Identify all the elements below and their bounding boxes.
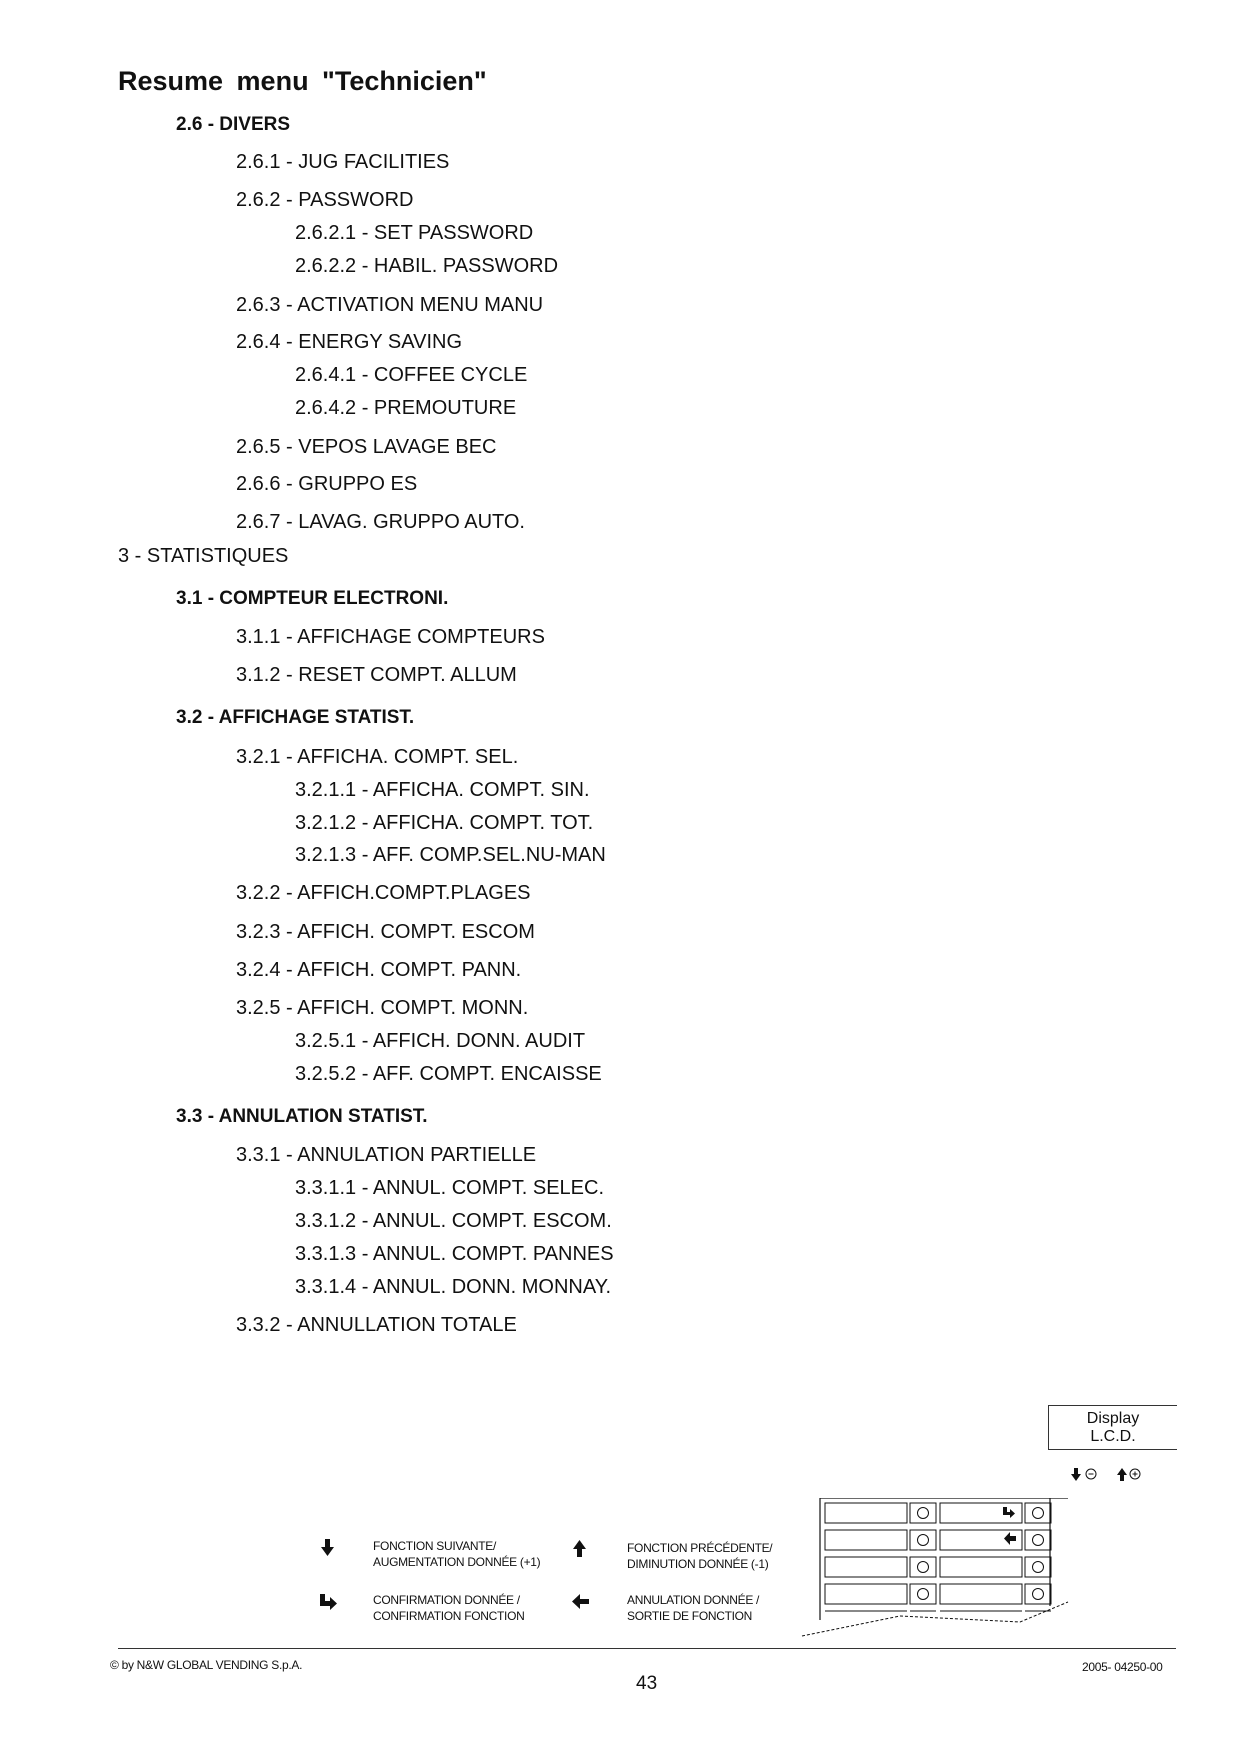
arrow-left-icon [570, 1592, 590, 1612]
lcd-display-label [1048, 1405, 1177, 1450]
menu-item: 3.2.3 - AFFICH. COMPT. ESCOM [236, 921, 535, 943]
menu-item: 3.1.1 - AFFICHAGE COMPTEURS [236, 626, 545, 648]
footer-copyright: © by N&W GLOBAL VENDING S.p.A. [110, 1658, 303, 1672]
menu-item: 3.2.1 - AFFICHA. COMPT. SEL. [236, 746, 519, 768]
arrow-down-icon [318, 1538, 338, 1558]
legend-up [627, 1540, 772, 1572]
keypad-illustration [800, 1498, 1080, 1638]
legend-enter-line2: CONFIRMATION FONCTION [373, 1609, 525, 1623]
enter-arrow-icon [318, 1592, 338, 1612]
menu-item: 2.6.7 - LAVAG. GRUPPO AUTO. [236, 511, 525, 533]
footer-doc-code: 2005- 04250-00 [1082, 1660, 1163, 1674]
menu-item: 3.2.2 - AFFICH.COMPT.PLAGES [236, 882, 531, 904]
menu-item: 3.2.5.1 - AFFICH. DONN. AUDIT [295, 1030, 586, 1052]
menu-item: 3.3.1.3 - ANNUL. COMPT. PANNES [295, 1243, 614, 1265]
menu-item: 3.2.4 - AFFICH. COMPT. PANN. [236, 959, 522, 981]
keypad-row-1 [825, 1503, 1051, 1523]
legend-back-line1: ANNULATION DONNÉE / [627, 1593, 760, 1607]
menu-item: 3 - STATISTIQUES [118, 545, 289, 567]
menu-item: 2.6.2 - PASSWORD [236, 189, 414, 211]
menu-item: 3.3.1 - ANNULATION PARTIELLE [236, 1144, 537, 1166]
menu-item: 2.6.1 - JUG FACILITIES [236, 151, 450, 173]
menu-item: 2.6.5 - VEPOS LAVAGE BEC [236, 436, 497, 458]
menu-item: 3.3.2 - ANNULLATION TOTALE [236, 1314, 517, 1336]
plus-circle-icon [1130, 1469, 1140, 1479]
enter-arrow-icon [1003, 1507, 1015, 1518]
lcd-line-2: L.C.D. [1090, 1428, 1136, 1445]
menu-item: 3.2.5 - AFFICH. COMPT. MONN. [236, 997, 529, 1019]
menu-item: 2.6.4 - ENERGY SAVING [236, 331, 463, 353]
menu-item: 2.6.2.2 - HABIL. PASSWORD [295, 255, 559, 277]
menu-item: 3.2.1.2 - AFFICHA. COMPT. TOT. [295, 812, 594, 834]
menu-item: 2.6 - DIVERS [176, 114, 291, 135]
arrow-down-icon [1071, 1468, 1081, 1481]
legend-enter [373, 1592, 524, 1624]
menu-item: 3.3.1.1 - ANNUL. COMPT. SELEC. [295, 1177, 604, 1199]
menu-item: 3.2.5.2 - AFF. COMPT. ENCAISSE [295, 1063, 602, 1085]
menu-item: 3.3.1.2 - ANNUL. COMPT. ESCOM. [295, 1210, 612, 1232]
menu-item: 3.2.1.3 - AFF. COMP.SEL.NU-MAN [295, 844, 606, 866]
nav-keys-icon [1070, 1466, 1160, 1484]
arrow-up-icon [1117, 1468, 1127, 1481]
legend-down-line1: FONCTION SUIVANTE/ [373, 1539, 497, 1553]
legend-down [373, 1538, 540, 1570]
legend-down-line2: AUGMENTATION DONNÉE (+1) [373, 1555, 541, 1569]
menu-item: 2.6.4.2 - PREMOUTURE [295, 397, 517, 419]
menu-item: 3.3.1.4 - ANNUL. DONN. MONNAY. [295, 1276, 612, 1298]
menu-item: 3.3 - ANNULATION STATIST. [176, 1106, 428, 1127]
legend-up-line1: FONCTION PRÉCÉDENTE/ [627, 1541, 773, 1555]
keypad-row-3 [825, 1557, 1051, 1577]
lcd-line-1: Display [1086, 1410, 1140, 1427]
menu-item: 3.2 - AFFICHAGE STATIST. [176, 707, 415, 728]
keypad-row-4 [825, 1584, 1051, 1604]
legend-back-line2: SORTIE DE FONCTION [627, 1609, 753, 1623]
menu-item: 3.1.2 - RESET COMPT. ALLUM [236, 664, 517, 686]
menu-item: 3.2.1.1 - AFFICHA. COMPT. SIN. [295, 779, 590, 801]
legend-back [627, 1592, 759, 1624]
minus-circle-icon [1086, 1469, 1096, 1479]
page-number: 43 [636, 1673, 658, 1694]
legend-up-line2: DIMINUTION DONNÉE (-1) [627, 1557, 769, 1571]
keypad-row-2 [825, 1530, 1051, 1550]
arrow-left-icon [1004, 1532, 1016, 1545]
menu-item: 2.6.6 - GRUPPO ES [236, 473, 418, 495]
page-title: Resume menu "Technicien" [118, 66, 487, 96]
menu-item: 2.6.4.1 - COFFEE CYCLE [295, 364, 528, 386]
menu-item: 2.6.2.1 - SET PASSWORD [295, 222, 534, 244]
menu-item: 3.1 - COMPTEUR ELECTRONI. [176, 588, 449, 609]
legend-enter-line1: CONFIRMATION DONNÉE / [373, 1593, 520, 1607]
footer-divider [118, 1648, 1176, 1649]
menu-item: 2.6.3 - ACTIVATION MENU MANU [236, 294, 544, 316]
arrow-up-icon [570, 1538, 590, 1558]
